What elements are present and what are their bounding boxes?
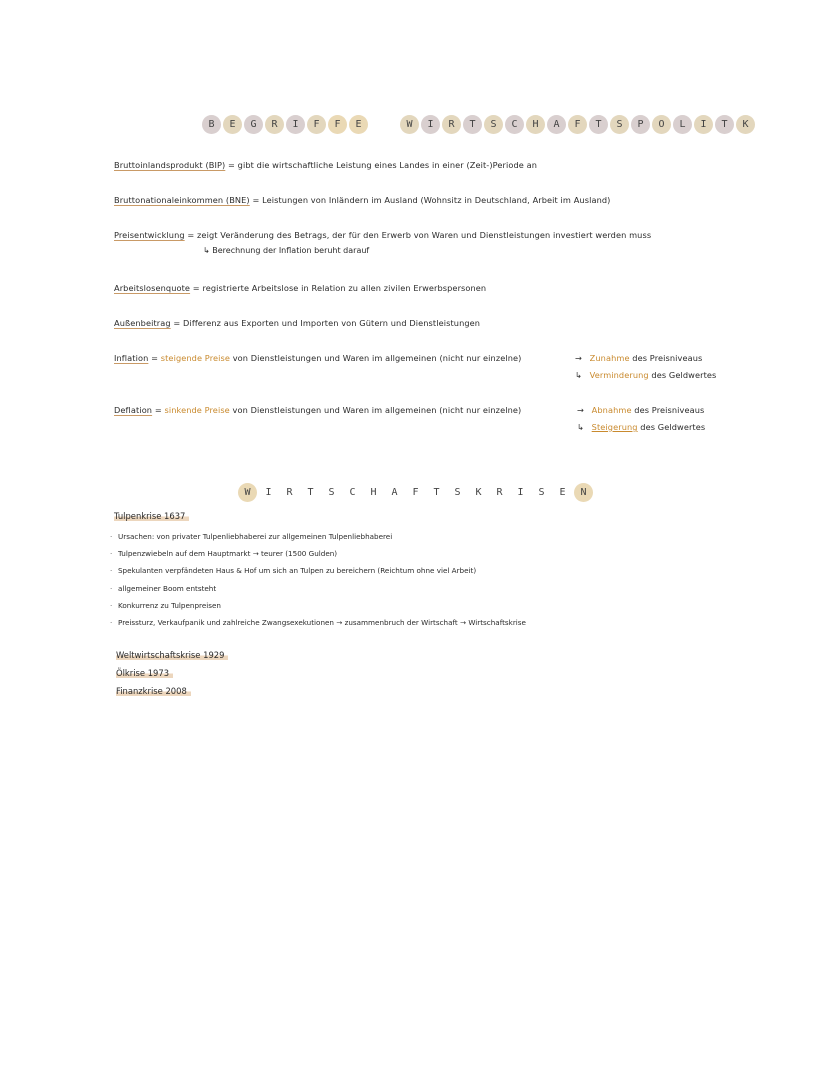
bullet-text: Preissturz, Verkaufpanik und zahlreiche Zwangsexekutionen → zusammenbruch der Wirtschaft → Wirtschaftskrise — [118, 617, 526, 627]
tulpenkrise-bullets — [110, 528, 526, 631]
inflation-r1-highlight: Zunahme — [589, 353, 630, 363]
definition-deflation — [114, 405, 521, 415]
inflation-result-1 — [570, 353, 702, 363]
term-aussenbeitrag: Außenbeitrag — [114, 318, 171, 328]
term-inflation: Inflation — [114, 353, 149, 363]
crisis-weltwirtschaftskrise-text: Weltwirtschaftskrise 1929 — [116, 650, 228, 660]
h1a-letter: F — [307, 115, 326, 134]
h1b-letter: T — [463, 115, 482, 134]
h1b-letter: C — [505, 115, 524, 134]
h2-letter: S — [532, 483, 551, 502]
bullet-dot-icon: · — [110, 600, 113, 610]
crisis-oelkrise-text: Ölkrise 1973 — [116, 668, 173, 678]
h1b-letter: K — [736, 115, 755, 134]
h1b-letter: T — [589, 115, 608, 134]
list-item — [110, 562, 526, 579]
h1b-letter: H — [526, 115, 545, 134]
crisis-finanzkrise — [116, 686, 191, 696]
h1a-letter: E — [223, 115, 242, 134]
h1a-letter: G — [244, 115, 263, 134]
h2-letter: H — [364, 483, 383, 502]
inflation-r1-text: des Preisniveaus — [632, 353, 703, 363]
bullet-text: Konkurrenz zu Tulpenpreisen — [118, 600, 221, 610]
h2-letter: R — [280, 483, 299, 502]
definition-arbeitslosenquote — [114, 283, 486, 293]
inflation-eq: = — [151, 353, 159, 363]
heading-begriffe-wirtschaftspolitik — [202, 115, 757, 134]
h1b-letter: I — [421, 115, 440, 134]
h1a-letter: R — [265, 115, 284, 134]
inflation-highlight: steigende Preise — [160, 353, 230, 363]
arrow-down-right-icon: ↳ — [577, 422, 584, 432]
definition-bip — [114, 160, 537, 170]
h1b-letter: F — [568, 115, 587, 134]
list-item — [110, 597, 526, 614]
h2-letter: S — [448, 483, 467, 502]
h1b-letter: R — [442, 115, 461, 134]
deflation-result-1 — [572, 405, 704, 415]
deflation-r1-text: des Preisniveaus — [634, 405, 705, 415]
h2-letter: F — [406, 483, 425, 502]
bullet-text: Spekulanten verpfändeten Haus & Hof um sich an Tulpen zu bereichern (Reichtum ohne viel Arbeit) — [118, 566, 477, 576]
inflation-text: von Dienstleistungen und Waren im allgemeinen (nicht nur einzelne) — [232, 353, 522, 363]
h1a-letter: B — [202, 115, 221, 134]
inflation-r2-text: des Geldwertes — [651, 370, 717, 380]
definition-preisentwicklung-sub: ↳ Berechnung der Inflation beruht darauf — [203, 246, 370, 255]
list-item — [110, 614, 526, 631]
h1b-letter: S — [484, 115, 503, 134]
h1a-letter: I — [286, 115, 305, 134]
arrow-down-right-icon: ↳ — [575, 370, 582, 380]
h2-letter: T — [301, 483, 320, 502]
deflation-r2-highlight: Steigerung — [591, 422, 638, 432]
definition-inflation — [114, 353, 521, 363]
h2-letter: I — [259, 483, 278, 502]
inflation-result-2 — [570, 370, 716, 380]
definition-bne-text: = Leistungen von Inländern im Ausland (Wohnsitz in Deutschland, Arbeit im Ausland) — [252, 195, 611, 205]
deflation-text: von Dienstleistungen und Waren im allgemeinen (nicht nur einzelne) — [232, 405, 522, 415]
bullet-dot-icon: · — [110, 583, 113, 593]
deflation-result-2 — [572, 422, 705, 432]
bullet-text: allgemeiner Boom entsteht — [118, 583, 217, 593]
h1b-letter: L — [673, 115, 692, 134]
deflation-r2-text: des Geldwertes — [640, 422, 706, 432]
h2-letter: N — [574, 483, 593, 502]
list-item — [110, 528, 526, 545]
definition-arbeitslosenquote-text: = registrierte Arbeitslose in Relation zu allen zivilen Erwerbspersonen — [192, 283, 487, 293]
tulpenkrise-title — [114, 511, 189, 521]
arrow-right-icon: → — [577, 405, 584, 415]
h2-letter: T — [427, 483, 446, 502]
bullet-dot-icon: · — [110, 549, 113, 559]
list-item — [110, 545, 526, 562]
definition-aussenbeitrag-text: = Differenz aus Exporten und Importen von Gütern und Dienstleistungen — [173, 318, 481, 328]
h2-letter: R — [490, 483, 509, 502]
bullet-dot-icon: · — [110, 617, 113, 627]
deflation-highlight: sinkende Preise — [164, 405, 230, 415]
deflation-eq: = — [154, 405, 162, 415]
definition-bip-text: = gibt die wirtschaftliche Leistung eines Landes in einer (Zeit-)Periode an — [228, 160, 538, 170]
bullet-text: Tulpenzwiebeln auf dem Hauptmarkt → teurer (1500 Gulden) — [118, 549, 338, 559]
list-item — [110, 580, 526, 597]
bullet-dot-icon: · — [110, 532, 113, 541]
h1b-letter: W — [400, 115, 419, 134]
term-deflation: Deflation — [114, 405, 153, 415]
definition-preisentwicklung-text: = zeigt Veränderung des Betrags, der für den Erwerb von Waren und Dienstleistungen investiert werden muss — [187, 230, 652, 240]
h1b-letter: T — [715, 115, 734, 134]
term-bip: Bruttoinlandsprodukt (BIP) — [114, 160, 226, 170]
tulpenkrise-title-text: Tulpenkrise 1637 — [114, 511, 189, 521]
h1b-letter: A — [547, 115, 566, 134]
h1b-letter: S — [610, 115, 629, 134]
inflation-r2-highlight: Verminderung — [589, 370, 649, 380]
bullet-dot-icon: · — [110, 566, 113, 576]
arrow-right-icon: → — [575, 353, 582, 363]
definition-aussenbeitrag — [114, 318, 480, 328]
h2-letter: W — [238, 483, 257, 502]
h1b-letter: I — [694, 115, 713, 134]
deflation-r1-highlight: Abnahme — [591, 405, 632, 415]
h2-letter: S — [322, 483, 341, 502]
h2-letter: K — [469, 483, 488, 502]
h2-letter: I — [511, 483, 530, 502]
crisis-weltwirtschaftskrise — [116, 650, 228, 660]
term-bne: Bruttonationaleinkommen (BNE) — [114, 195, 250, 205]
h1b-letter: O — [652, 115, 671, 134]
crisis-oelkrise — [116, 668, 173, 678]
h2-letter: E — [553, 483, 572, 502]
h2-letter: A — [385, 483, 404, 502]
definition-bne — [114, 195, 610, 205]
term-preisentwicklung: Preisentwicklung — [114, 230, 185, 240]
definition-preisentwicklung — [114, 230, 651, 240]
term-arbeitslosenquote: Arbeitslosenquote — [114, 283, 191, 293]
h1a-letter: F — [328, 115, 347, 134]
h1b-letter: P — [631, 115, 650, 134]
crisis-finanzkrise-text: Finanzkrise 2008 — [116, 686, 191, 696]
h1a-letter: E — [349, 115, 368, 134]
h2-letter: C — [343, 483, 362, 502]
heading-wirtschaftskrisen — [238, 483, 595, 502]
bullet-text: Ursachen: von privater Tulpenliebhaberei zur allgemeinen Tulpenliebhaberei — [118, 532, 393, 541]
